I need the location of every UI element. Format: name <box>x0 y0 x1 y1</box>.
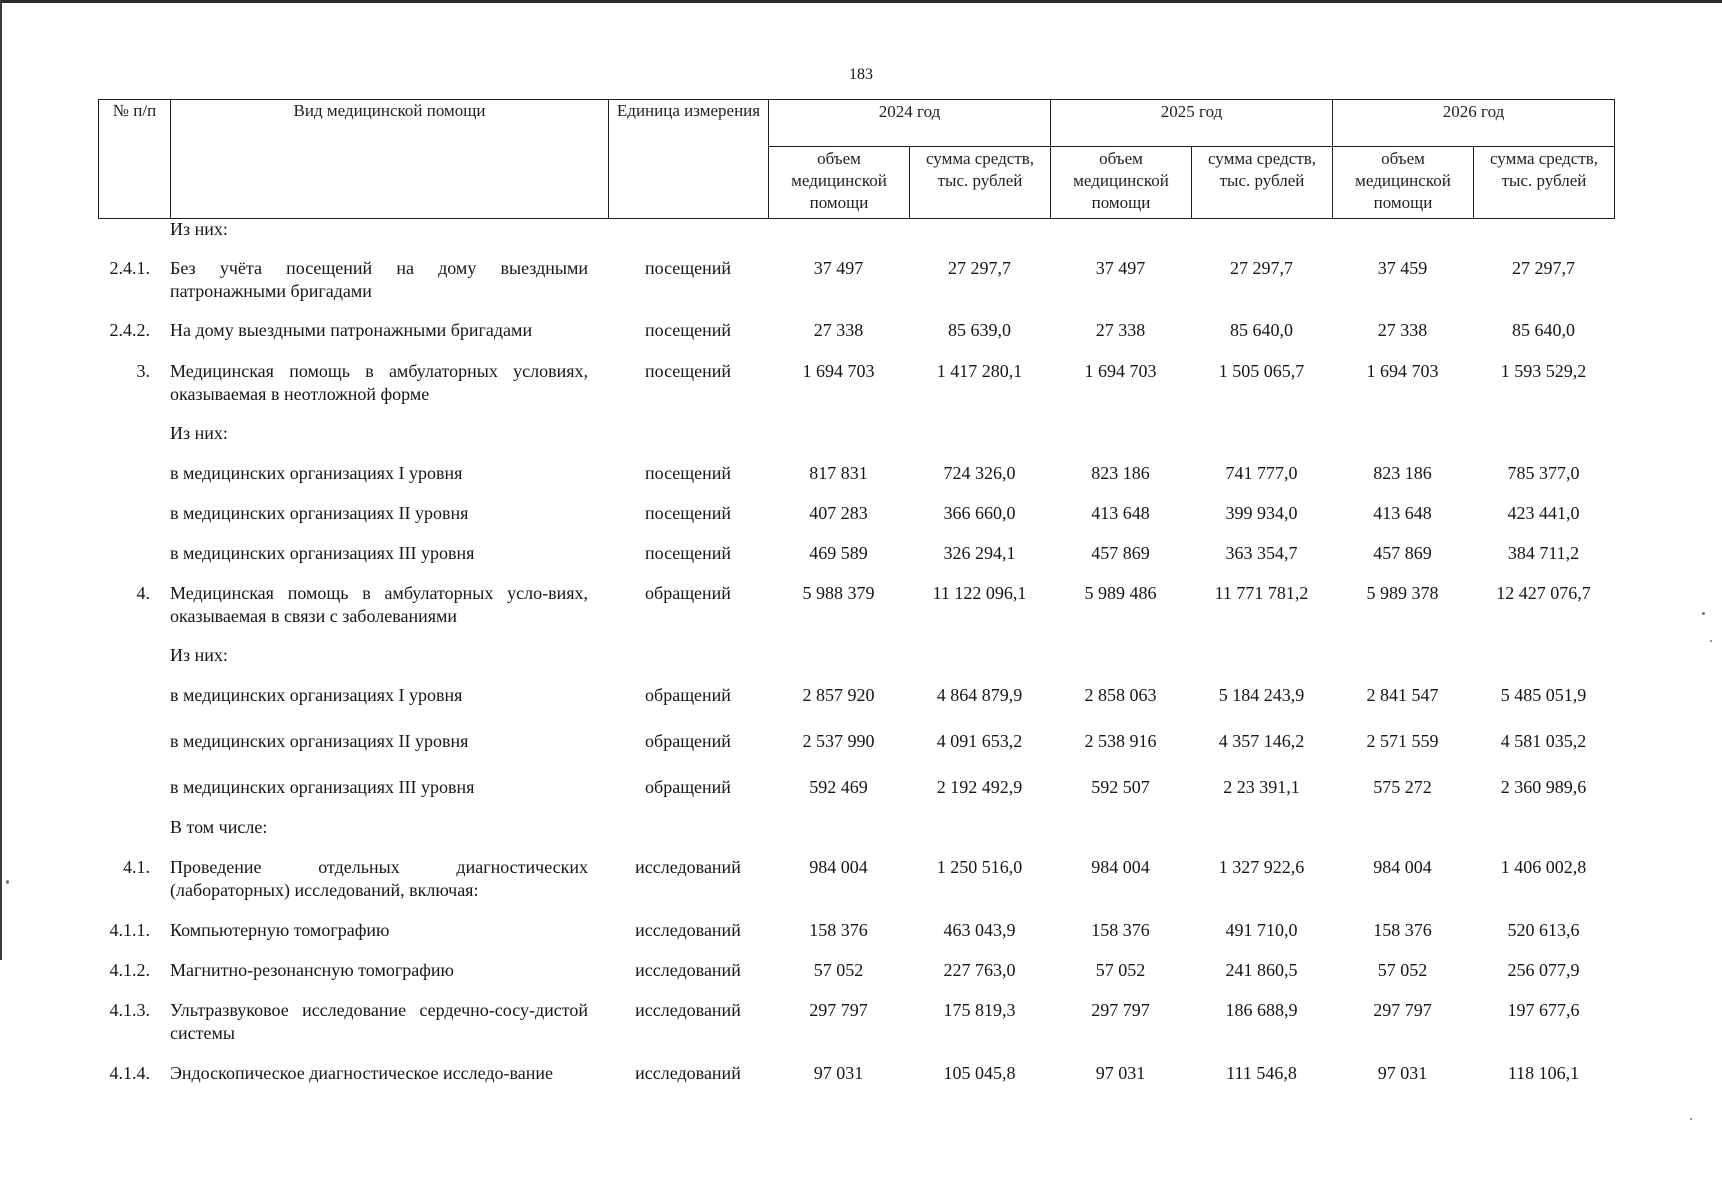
row-name: Из них: <box>170 645 228 665</box>
row-name: Ультразвуковое исследование сердечно-сосу-дистой системы <box>170 1000 588 1043</box>
cell-sum-2026: 197 677,6 <box>1507 1000 1580 1020</box>
cell-sum-2025: 399 934,0 <box>1225 503 1298 523</box>
cell-sum-2024: 2 192 492,9 <box>936 777 1023 797</box>
cell-sum-2024 <box>909 218 1050 257</box>
cell-volume-2024: 469 589 <box>809 543 868 563</box>
cell-volume-2026: 158 376 <box>1373 920 1432 940</box>
cell-sum-2024: 175 819,3 <box>943 1000 1016 1020</box>
cell-sum-2026: 118 106,1 <box>1507 1063 1580 1083</box>
row-unit <box>608 218 768 257</box>
cell-sum-2025: 2 23 391,1 <box>1223 777 1300 797</box>
cell-sum-2025: 186 688,9 <box>1225 1000 1298 1020</box>
cell-sum-2025: 241 860,5 <box>1225 960 1298 980</box>
row-name: На дому выездными патронажными бригадами <box>170 320 533 340</box>
row-number: 4.1. <box>123 857 150 877</box>
cell-sum-2026: 5 485 051,9 <box>1500 685 1587 705</box>
row-name: Из них: <box>170 219 228 239</box>
row-unit: посещений <box>644 543 732 563</box>
row-number: 2.4.1. <box>109 258 150 278</box>
row-unit: обращений <box>645 583 731 603</box>
cell-sum-2025: 491 710,0 <box>1225 920 1298 940</box>
row-number: 4. <box>136 583 150 603</box>
cell-volume-2025: 1 694 703 <box>1084 361 1157 381</box>
cell-volume-2024: 57 052 <box>813 960 864 980</box>
cell-volume-2024: 592 469 <box>809 777 868 797</box>
row-name: Без учёта посещений на дому выездными патронажными бригадами <box>170 258 588 301</box>
table-row <box>98 919 1614 959</box>
cell-volume-2026: 1 694 703 <box>1366 361 1439 381</box>
cell-sum-2025 <box>1191 218 1332 257</box>
row-name: в медицинских организациях III уровня <box>170 543 475 563</box>
row-unit: исследований <box>635 857 741 877</box>
cell-volume-2026: 984 004 <box>1373 857 1432 877</box>
cell-sum-2026: 2 360 989,6 <box>1500 777 1587 797</box>
table-row <box>98 856 1614 919</box>
cell-sum-2025: 85 640,0 <box>1230 320 1293 340</box>
scan-left-edge <box>0 0 2 960</box>
cell-volume-2025 <box>1050 422 1191 462</box>
cell-volume-2024 <box>768 816 909 856</box>
row-number <box>98 218 170 257</box>
table-row <box>98 816 1614 856</box>
cell-volume-2026: 297 797 <box>1373 1000 1432 1020</box>
header-sum-2025: сумма средств, тыс. рублей <box>1192 147 1333 219</box>
cell-volume-2026 <box>1332 218 1473 257</box>
row-unit: посещений <box>644 258 732 278</box>
cell-sum-2026 <box>1473 816 1614 856</box>
cell-volume-2025: 413 648 <box>1091 503 1150 523</box>
cell-sum-2025: 11 771 781,2 <box>1214 583 1309 603</box>
table-row <box>98 218 1614 257</box>
row-unit: обращений <box>645 731 731 751</box>
row-name: в медицинских организациях II уровня <box>170 503 469 523</box>
row-name: в медицинских организациях III уровня <box>170 777 475 797</box>
cell-sum-2026: 4 581 035,2 <box>1500 731 1587 751</box>
cell-volume-2024: 5 988 379 <box>802 583 875 603</box>
cell-volume-2025: 5 989 486 <box>1084 583 1157 603</box>
row-number <box>98 542 170 582</box>
cell-volume-2025: 297 797 <box>1091 1000 1150 1020</box>
table-row <box>98 319 1614 360</box>
cell-volume-2024 <box>768 218 909 257</box>
cell-sum-2024: 85 639,0 <box>948 320 1011 340</box>
scan-speck <box>1710 640 1712 642</box>
page-number: 183 <box>849 66 873 83</box>
cell-volume-2024: 97 031 <box>813 1063 864 1083</box>
cell-sum-2025: 1 327 922,6 <box>1218 857 1305 877</box>
cell-sum-2026 <box>1473 644 1614 684</box>
header-sum-2026: сумма средств, тыс. рублей <box>1474 147 1615 219</box>
cell-sum-2024: 463 043,9 <box>943 920 1016 940</box>
header-year-2026: 2026 год <box>1333 100 1615 147</box>
row-name: в медицинских организациях I уровня <box>170 685 463 705</box>
row-name: В том числе: <box>170 817 268 837</box>
cell-volume-2025: 37 497 <box>1095 258 1146 278</box>
header-unit: Единица измерения <box>609 100 769 219</box>
cell-sum-2025: 1 505 065,7 <box>1218 361 1305 381</box>
row-number <box>98 644 170 684</box>
cell-sum-2024: 366 660,0 <box>943 503 1016 523</box>
row-number <box>98 462 170 502</box>
cell-volume-2025: 592 507 <box>1091 777 1150 797</box>
cell-sum-2026: 384 711,2 <box>1507 543 1580 563</box>
cell-volume-2025: 2 538 916 <box>1084 731 1157 751</box>
table-row <box>98 684 1614 730</box>
row-number: 4.1.1. <box>109 920 150 940</box>
header-volume-2025: объем медицинской помощи <box>1051 147 1192 219</box>
row-name: Компьютерную томографию <box>170 920 390 940</box>
header-sum-2024: сумма средств, тыс. рублей <box>910 147 1051 219</box>
row-number <box>98 776 170 816</box>
header-volume-2026: объем медицинской помощи <box>1333 147 1474 219</box>
row-name: Эндоскопическое диагностическое исследо-вание <box>170 1063 553 1083</box>
row-name: Магнитно-резонансную томографию <box>170 960 454 980</box>
cell-sum-2024: 105 045,8 <box>943 1063 1016 1083</box>
table-header <box>98 99 1615 219</box>
cell-volume-2025: 457 869 <box>1091 543 1150 563</box>
table-row <box>98 582 1614 644</box>
cell-sum-2024 <box>909 422 1050 462</box>
cell-sum-2024: 1 417 280,1 <box>936 361 1023 381</box>
row-unit: исследований <box>635 920 741 940</box>
cell-volume-2024: 2 537 990 <box>802 731 875 751</box>
row-unit: обращений <box>645 777 731 797</box>
cell-sum-2025: 27 297,7 <box>1230 258 1293 278</box>
cell-sum-2025 <box>1191 644 1332 684</box>
header-num: № п/п <box>99 100 171 219</box>
cell-volume-2026: 575 272 <box>1373 777 1432 797</box>
row-unit <box>608 644 768 684</box>
cell-sum-2024: 227 763,0 <box>943 960 1016 980</box>
cell-sum-2025: 363 354,7 <box>1225 543 1298 563</box>
cell-volume-2025 <box>1050 816 1191 856</box>
table-body <box>98 218 1614 1122</box>
cell-sum-2026: 85 640,0 <box>1512 320 1575 340</box>
row-number: 4.1.4. <box>109 1063 150 1083</box>
cell-sum-2025 <box>1191 816 1332 856</box>
cell-volume-2026 <box>1332 422 1473 462</box>
row-number: 3. <box>136 361 150 381</box>
cell-sum-2026 <box>1473 422 1614 462</box>
row-number <box>98 684 170 730</box>
cell-volume-2025: 2 858 063 <box>1084 685 1157 705</box>
row-unit: исследований <box>635 1063 741 1083</box>
row-number <box>98 730 170 776</box>
cell-volume-2025: 27 338 <box>1095 320 1146 340</box>
cell-volume-2024: 37 497 <box>813 258 864 278</box>
cell-volume-2026: 2 571 559 <box>1366 731 1439 751</box>
cell-volume-2025: 823 186 <box>1091 463 1150 483</box>
scan-speck <box>1690 1118 1692 1120</box>
cell-volume-2024: 2 857 920 <box>802 685 875 705</box>
row-number <box>98 816 170 856</box>
row-number: 2.4.2. <box>109 320 150 340</box>
cell-volume-2025: 57 052 <box>1095 960 1146 980</box>
row-name: в медицинских организациях II уровня <box>170 731 469 751</box>
cell-volume-2025: 97 031 <box>1095 1063 1146 1083</box>
cell-volume-2026: 37 459 <box>1377 258 1428 278</box>
row-unit: посещений <box>644 503 732 523</box>
cell-volume-2026: 2 841 547 <box>1366 685 1439 705</box>
cell-sum-2026: 423 441,0 <box>1507 503 1580 523</box>
cell-volume-2026: 413 648 <box>1373 503 1432 523</box>
row-name: Медицинская помощь в амбулаторных условиях, оказываемая в неотложной форме <box>170 361 588 404</box>
row-unit: посещений <box>644 320 732 340</box>
row-name: Из них: <box>170 423 228 443</box>
cell-volume-2024: 297 797 <box>809 1000 868 1020</box>
table-row <box>98 776 1614 816</box>
row-unit: исследований <box>635 960 741 980</box>
scan-speck <box>6 880 9 884</box>
cell-volume-2024: 817 831 <box>809 463 868 483</box>
cell-volume-2025 <box>1050 218 1191 257</box>
row-number <box>98 502 170 542</box>
cell-volume-2024: 1 694 703 <box>802 361 875 381</box>
cell-volume-2026 <box>1332 816 1473 856</box>
cell-sum-2024 <box>909 644 1050 684</box>
header-type: Вид медицинской помощи <box>171 100 609 219</box>
cell-sum-2024: 1 250 516,0 <box>936 857 1023 877</box>
cell-volume-2024: 407 283 <box>809 503 868 523</box>
table-row <box>98 502 1614 542</box>
row-unit: исследований <box>635 1000 741 1020</box>
cell-sum-2024: 724 326,0 <box>943 463 1016 483</box>
cell-sum-2024: 326 294,1 <box>943 543 1016 563</box>
cell-volume-2026: 97 031 <box>1377 1063 1428 1083</box>
cell-volume-2024: 27 338 <box>813 320 864 340</box>
table-row <box>98 999 1614 1062</box>
cell-sum-2024: 11 122 096,1 <box>932 583 1027 603</box>
scan-top-edge <box>0 0 1722 3</box>
row-unit: обращений <box>645 685 731 705</box>
cell-sum-2026: 1 593 529,2 <box>1500 361 1587 381</box>
cell-volume-2024 <box>768 644 909 684</box>
table-row <box>98 462 1614 502</box>
cell-sum-2026 <box>1473 218 1614 257</box>
cell-sum-2025 <box>1191 422 1332 462</box>
table-row <box>98 542 1614 582</box>
table-row <box>98 422 1614 462</box>
cell-volume-2025: 158 376 <box>1091 920 1150 940</box>
cell-volume-2025: 984 004 <box>1091 857 1150 877</box>
cell-volume-2026 <box>1332 644 1473 684</box>
cell-sum-2026: 785 377,0 <box>1507 463 1580 483</box>
header-year-2024: 2024 год <box>769 100 1051 147</box>
cell-sum-2024 <box>909 816 1050 856</box>
table-row <box>98 959 1614 999</box>
cell-volume-2026: 457 869 <box>1373 543 1432 563</box>
row-unit <box>608 422 768 462</box>
cell-volume-2026: 823 186 <box>1373 463 1432 483</box>
row-name: Медицинская помощь в амбулаторных усло-виях, оказываемая в связи с заболеваниями <box>170 583 588 626</box>
cell-sum-2024: 4 091 653,2 <box>936 731 1023 751</box>
row-number: 4.1.2. <box>109 960 150 980</box>
scan-speck <box>1702 612 1705 615</box>
header-year-2025: 2025 год <box>1051 100 1333 147</box>
row-unit <box>608 816 768 856</box>
cell-sum-2024: 4 864 879,9 <box>936 685 1023 705</box>
header-volume-2024: объем медицинской помощи <box>769 147 910 219</box>
cell-volume-2025 <box>1050 644 1191 684</box>
cell-sum-2026: 520 613,6 <box>1507 920 1580 940</box>
table-row <box>98 730 1614 776</box>
cell-volume-2024: 158 376 <box>809 920 868 940</box>
cell-sum-2025: 741 777,0 <box>1225 463 1298 483</box>
table-row <box>98 360 1614 422</box>
cell-volume-2024: 984 004 <box>809 857 868 877</box>
row-name: в медицинских организациях I уровня <box>170 463 463 483</box>
cell-sum-2025: 5 184 243,9 <box>1218 685 1305 705</box>
cell-volume-2024 <box>768 422 909 462</box>
cell-sum-2026: 1 406 002,8 <box>1500 857 1587 877</box>
row-unit: посещений <box>644 463 732 483</box>
cell-sum-2025: 4 357 146,2 <box>1218 731 1305 751</box>
table-row <box>98 257 1614 319</box>
table-row <box>98 1062 1614 1122</box>
cell-volume-2026: 5 989 378 <box>1366 583 1439 603</box>
cell-volume-2026: 57 052 <box>1377 960 1428 980</box>
row-number <box>98 422 170 462</box>
row-number: 4.1.3. <box>109 1000 150 1020</box>
cell-sum-2026: 256 077,9 <box>1507 960 1580 980</box>
cell-volume-2026: 27 338 <box>1377 320 1428 340</box>
row-name: Проведение отдельных диагностических (лабораторных) исследований, включая: <box>170 857 588 900</box>
table-row <box>98 644 1614 684</box>
cell-sum-2024: 27 297,7 <box>948 258 1011 278</box>
row-unit: посещений <box>644 361 732 381</box>
cell-sum-2026: 27 297,7 <box>1512 258 1575 278</box>
cell-sum-2025: 111 546,8 <box>1226 1063 1297 1083</box>
cell-sum-2026: 12 427 076,7 <box>1496 583 1591 603</box>
